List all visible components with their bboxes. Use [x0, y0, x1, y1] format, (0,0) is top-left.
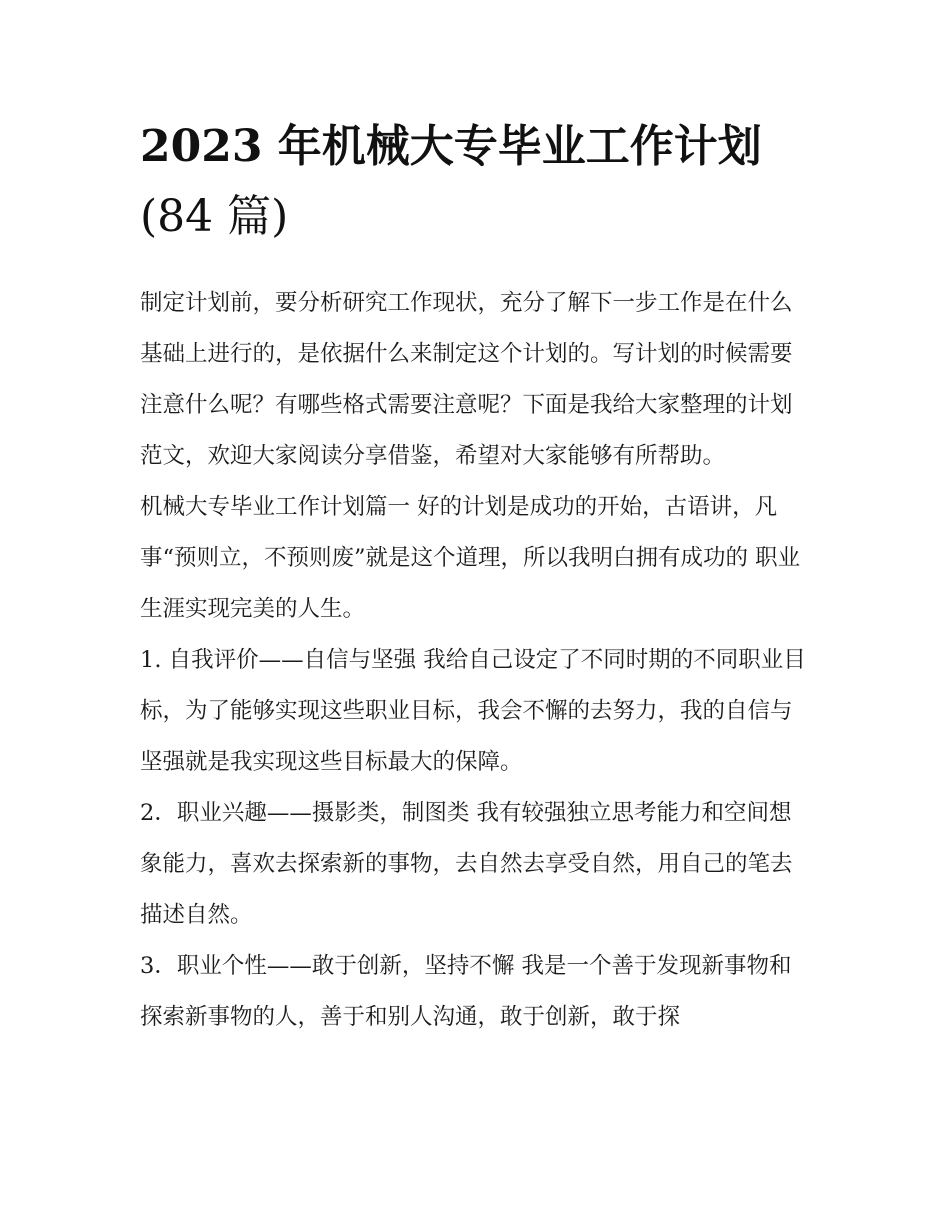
document-body [140, 278, 812, 1043]
title-line-2: (84 篇) [140, 191, 289, 242]
paragraph-career-personality: 3．职业个性——敢于创新，坚持不懈 我是一个善于发现新事物和探索新事物的人，善于和别人沟通，敢于创新，敢于探 [140, 953, 792, 1030]
paragraph-career-interest: 2．职业兴趣——摄影类，制图类 我有较强独立思考能力和空间想象能力，喜欢去探索新的事物，去自然去享受自然，用自己的笔去描述自然。 [140, 800, 793, 928]
paragraph-intro: 制定计划前，要分析研究工作现状，充分了解下一步工作是在什么基础上进行的，是依据什么来制定这个计划的。写计划的时候需要注意什么呢？有哪些格式需要注意呢？下面是我给大家整理的计划范文，欢迎大家阅读分享借鉴，希望对大家能够有所帮助。 [140, 290, 793, 469]
paragraph-self-evaluation: 1. 自我评价——自信与坚强 我给自己设定了不同时期的不同职业目标，为了能够实现这些职业目标，我会不懈的去努力，我的自信与坚强就是我实现这些目标最大的保障。 [140, 647, 806, 775]
paragraph-plan-one: 机械大专毕业工作计划篇一 好的计划是成功的开始，古语讲，凡事“预则立，不预则废”就是这个道理，所以我明白拥有成功的 职业生涯实现完美的人生。 [140, 494, 801, 622]
title-line-1: 2023 年机械大专毕业工作计划 [140, 121, 762, 172]
document-title [140, 112, 820, 252]
